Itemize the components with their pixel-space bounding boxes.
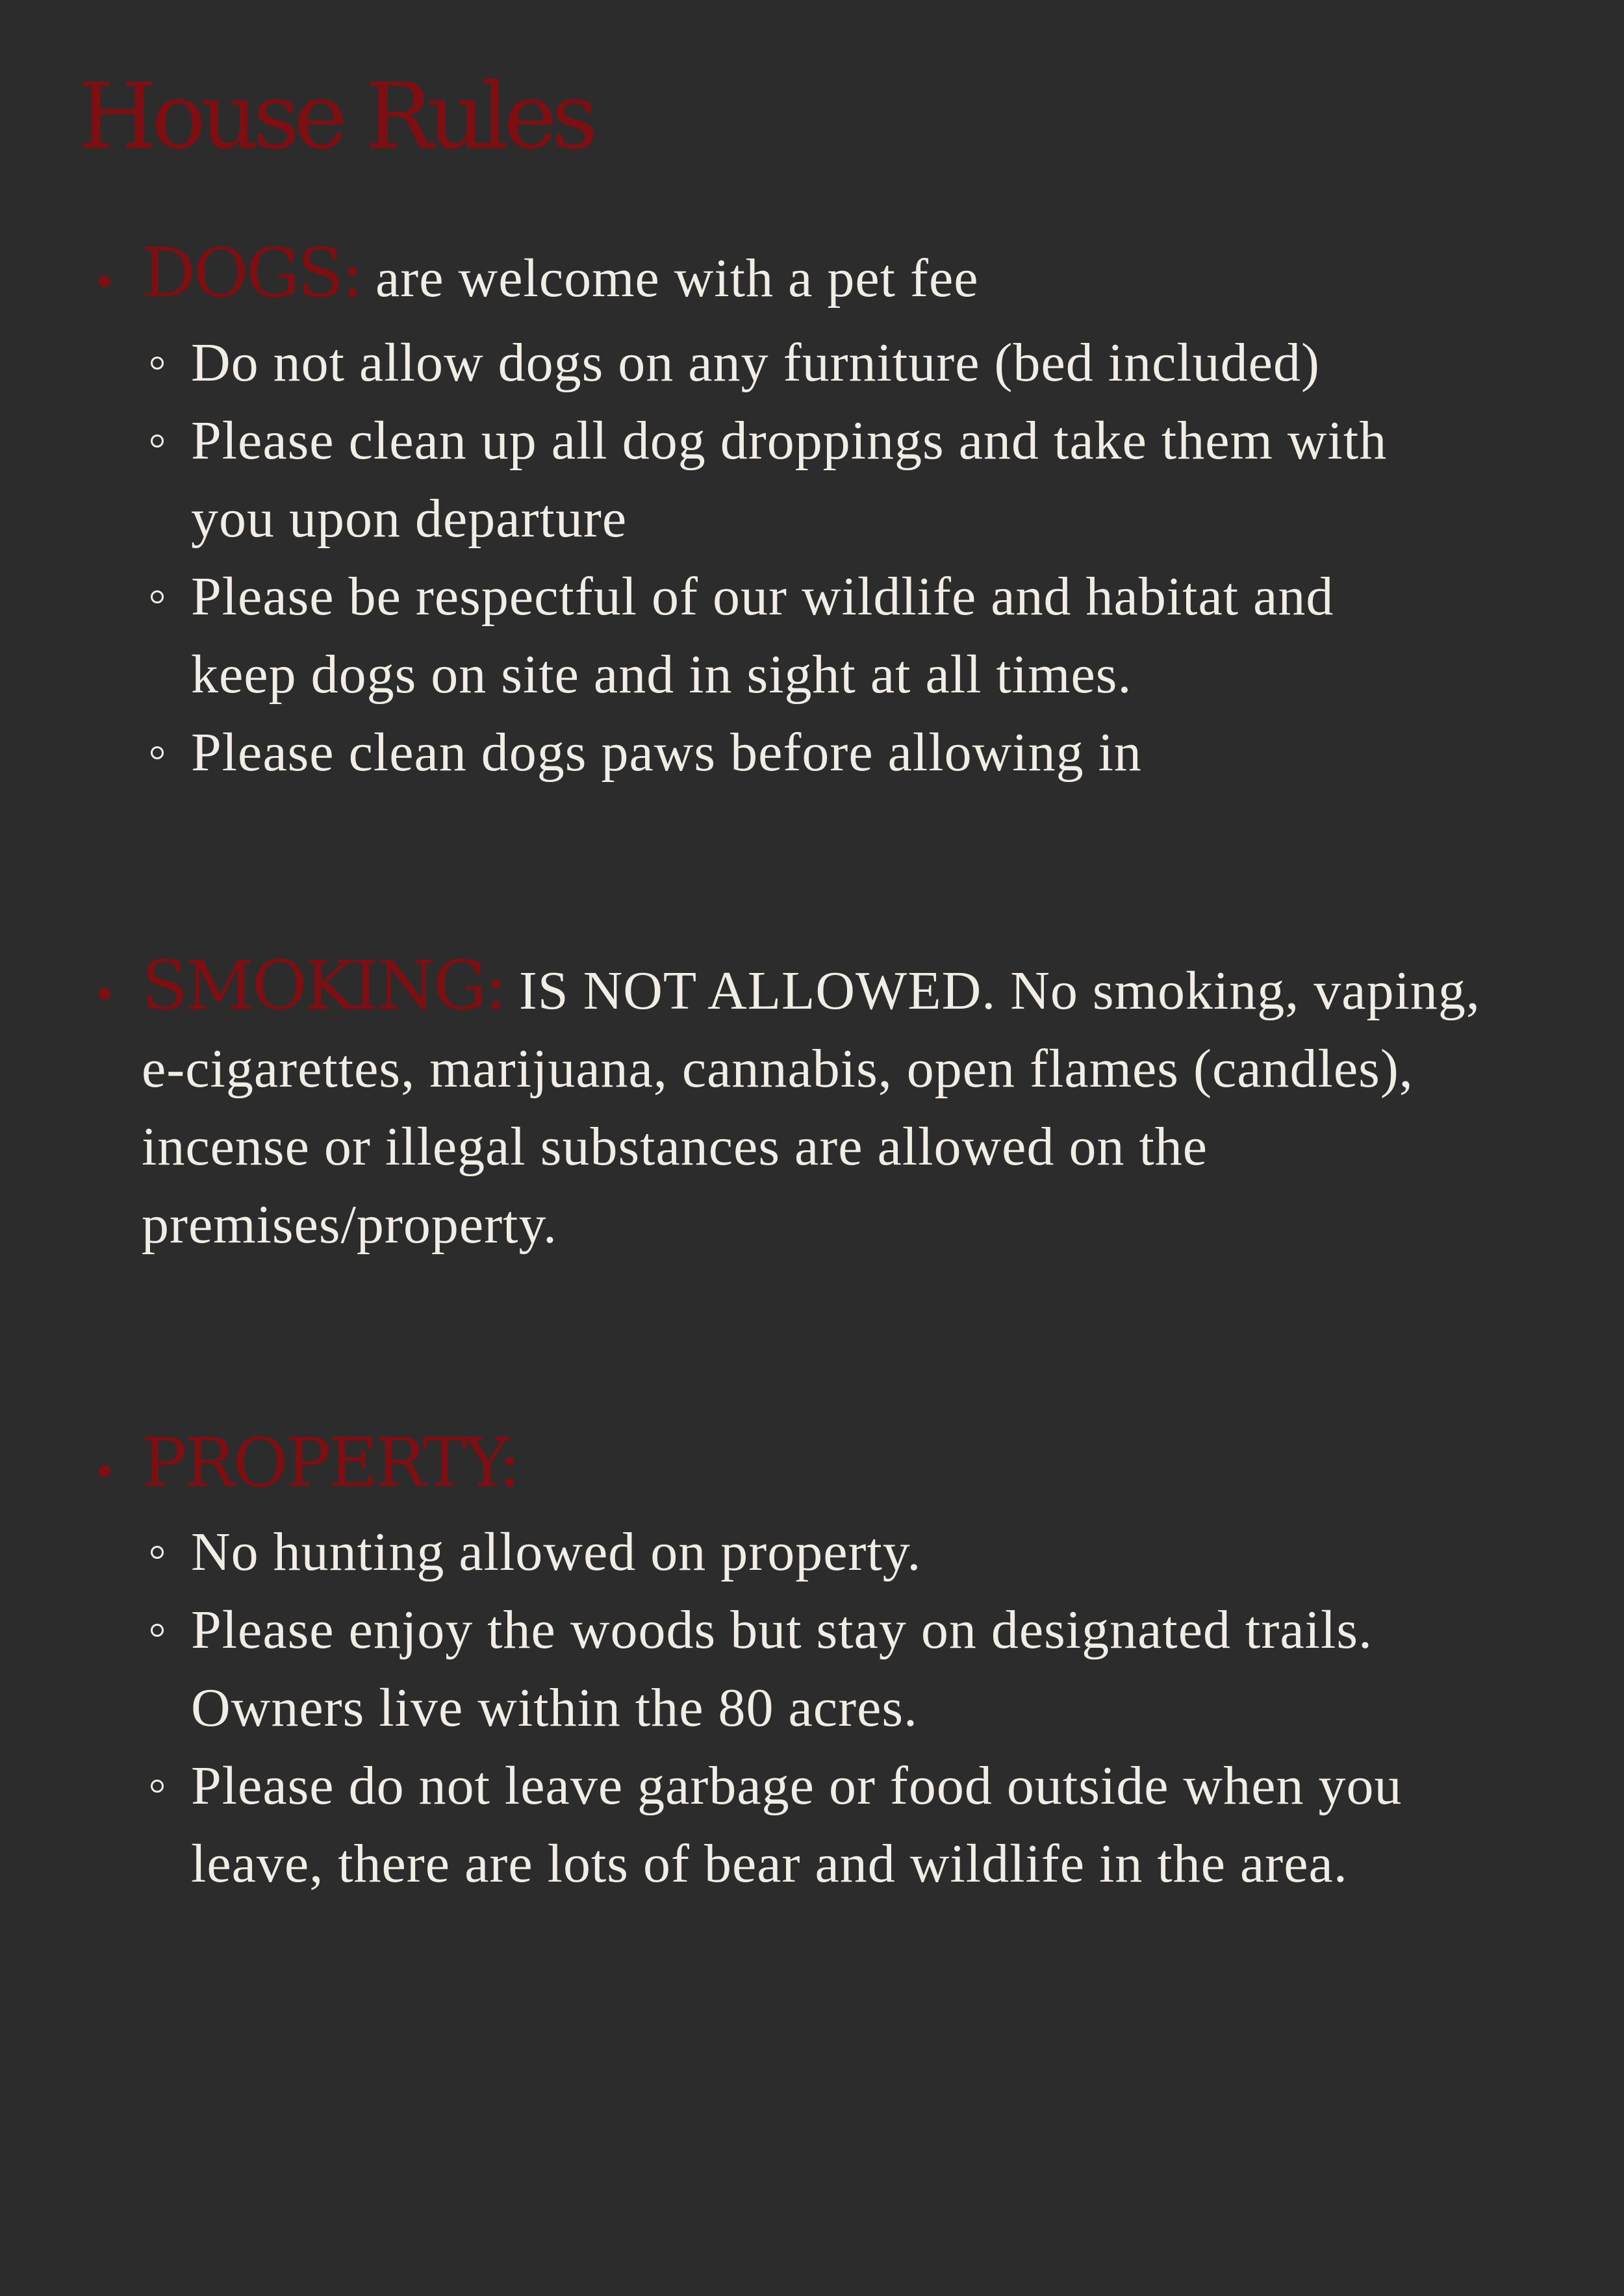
rule-dogs-label: DOGS: xyxy=(142,233,362,312)
list-item xyxy=(142,1591,1545,1747)
rule-smoking-line: premises/property. xyxy=(142,1194,558,1255)
circle-bullet-icon xyxy=(151,435,164,448)
rule-dogs-text: are welcome with a pet fee xyxy=(375,248,979,309)
rule-smoking-line: e-cigarettes, marijuana, cannabis, open flames (candles), xyxy=(142,1039,1414,1099)
list-item xyxy=(142,324,1545,402)
list-item xyxy=(142,1747,1545,1903)
list-item xyxy=(142,402,1545,558)
rule-smoking-label: SMOKING: xyxy=(142,946,505,1025)
list-item-line: leave, there are lots of bear and wildlife in the area. xyxy=(191,1834,1348,1894)
list-item xyxy=(142,1513,1545,1591)
page-title: House Rules xyxy=(78,64,592,170)
circle-bullet-icon xyxy=(151,1624,164,1637)
list-item-line: keep dogs on site and in sight at all times. xyxy=(191,644,1132,705)
list-item-line: Do not allow dogs on any furniture (bed included) xyxy=(191,333,1320,393)
circle-bullet-icon xyxy=(151,590,164,603)
list-item-line: Owners live within the 80 acres. xyxy=(191,1678,919,1738)
list-item-line: Please do not leave garbage or food outside when you xyxy=(191,1756,1402,1816)
list-item-line: No hunting allowed on property. xyxy=(191,1522,922,1582)
rule-dogs-list xyxy=(142,324,1545,792)
rule-property-heading xyxy=(142,1424,1545,1507)
circle-bullet-icon xyxy=(151,1546,164,1559)
circle-bullet-icon xyxy=(151,746,164,759)
rule-smoking-line: incense or illegal substances are allowed on the xyxy=(142,1116,1208,1177)
list-item-line: Please clean dogs paws before allowing in xyxy=(191,722,1142,783)
circle-bullet-icon xyxy=(151,1780,164,1793)
rule-smoking xyxy=(142,946,1545,1264)
bullet-icon xyxy=(99,275,110,287)
rule-smoking-line: IS NOT ALLOWED. No smoking, vaping, xyxy=(518,961,1480,1021)
rule-property-label: PROPERTY: xyxy=(142,1423,519,1502)
list-item xyxy=(142,558,1545,714)
list-item-line: Please clean up all dog droppings and take them with xyxy=(191,410,1388,471)
rule-property xyxy=(142,1424,1545,1903)
bullet-icon xyxy=(99,1465,110,1477)
rule-dogs xyxy=(142,234,1545,792)
rule-property-list xyxy=(142,1513,1545,1903)
list-item-line: you upon departure xyxy=(191,488,628,549)
rule-dogs-heading xyxy=(142,234,1545,318)
rule-smoking-text xyxy=(142,946,1545,1264)
list-item xyxy=(142,714,1545,792)
list-item-line: Please be respectful of our wildlife and habitat and xyxy=(191,566,1334,627)
list-item-line: Please enjoy the woods but stay on designated trails. xyxy=(191,1600,1373,1660)
circle-bullet-icon xyxy=(151,357,164,370)
bullet-icon xyxy=(99,988,110,1000)
